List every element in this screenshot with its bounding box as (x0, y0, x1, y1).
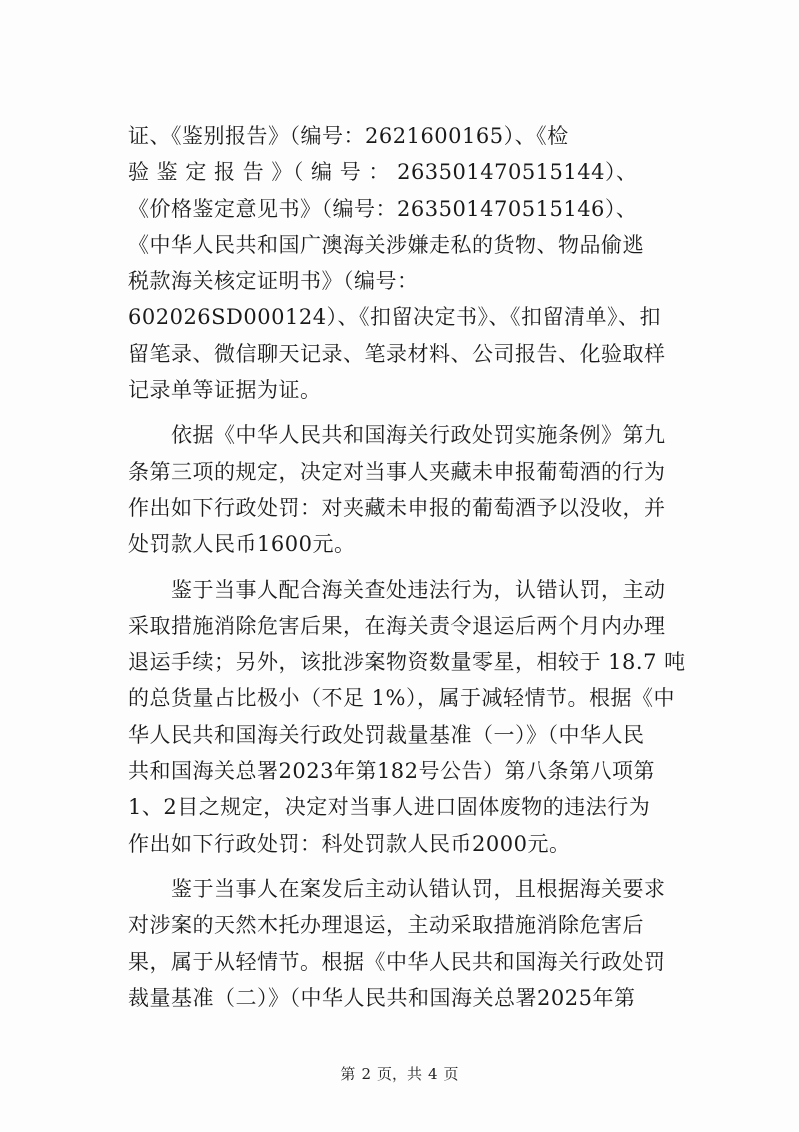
text-line: 602026SD000124）、《扣留决定书》、《扣留清单》、扣 (128, 305, 662, 330)
current-page-number: 2 (361, 1065, 371, 1083)
text-line: 鉴于当事人配合海关查处违法行为，认错认罚，主动 (128, 577, 666, 602)
text-line: 税款海关核定证明书》（编号： (128, 269, 419, 294)
text-line: 记录单等证据为证。 (128, 378, 322, 403)
text-line: 裁量基准（二）》（中华人民共和国海关总署2025年第 (128, 985, 636, 1010)
text-line: 验 鉴 定 报 告 》（ 编 号 ： 263501470515144）、 (128, 160, 638, 185)
total-page-number: 4 (428, 1065, 438, 1083)
text-line: 采取措施消除危害后果，在海关责令退运后两个月内办理 (128, 613, 666, 638)
footer-prefix: 第 (340, 1065, 356, 1083)
text-line: 依据《中华人民共和国海关行政处罚实施条例》第九 (128, 423, 666, 448)
text-line: 《价格鉴定意见书》（编号：263501470515146）、 (128, 196, 638, 221)
footer-mid: 页，共 (376, 1065, 422, 1083)
text-line: 1、2目之规定，决定对当事人进口固体废物的违法行为 (128, 795, 651, 820)
text-line: 处罚款人民币1600元。 (128, 532, 356, 557)
footer-suffix: 页 (443, 1065, 459, 1083)
text-line: 条第三项的规定，决定对当事人夹藏未申报葡萄酒的行为 (128, 459, 666, 484)
text-line: 华人民共和国海关行政处罚裁量基准（一）》（中华人民 (128, 722, 645, 747)
text-line: 退运手续；另外，该批涉案物资数量零星，相较于 18.7 吨 (128, 650, 686, 675)
text-line: 的总货量占比极小（不足 1%），属于减轻情节。根据《中 (128, 686, 675, 711)
text-line: 作出如下行政处罚：对夹藏未申报的葡萄酒予以没收，并 (128, 495, 666, 520)
text-line: 对涉案的天然木托办理退运，主动采取措施消除危害后 (128, 913, 644, 938)
text-line: 留笔录、微信聊天记录、笔录材料、公司报告、化验取样 (128, 341, 666, 366)
document-body (128, 118, 686, 1016)
text-line: 作出如下行政处罚：科处罚款人民币2000元。 (128, 831, 571, 856)
text-line: 《中华人民共和国广澳海关涉嫌走私的货物、物品偷逃 (128, 232, 644, 257)
text-line: 果，属于从轻情节。根据《中华人民共和国海关行政处罚 (128, 949, 666, 974)
text-line: 鉴于当事人在案发后主动认错认罚，且根据海关要求 (128, 876, 666, 901)
text-line: 共和国海关总署2023年第182号公告）第八条第八项第 (128, 759, 656, 784)
text-line: 证、《鉴别报告》（编号：2621600165）、《检 (128, 124, 569, 148)
page-footer (0, 1063, 799, 1084)
